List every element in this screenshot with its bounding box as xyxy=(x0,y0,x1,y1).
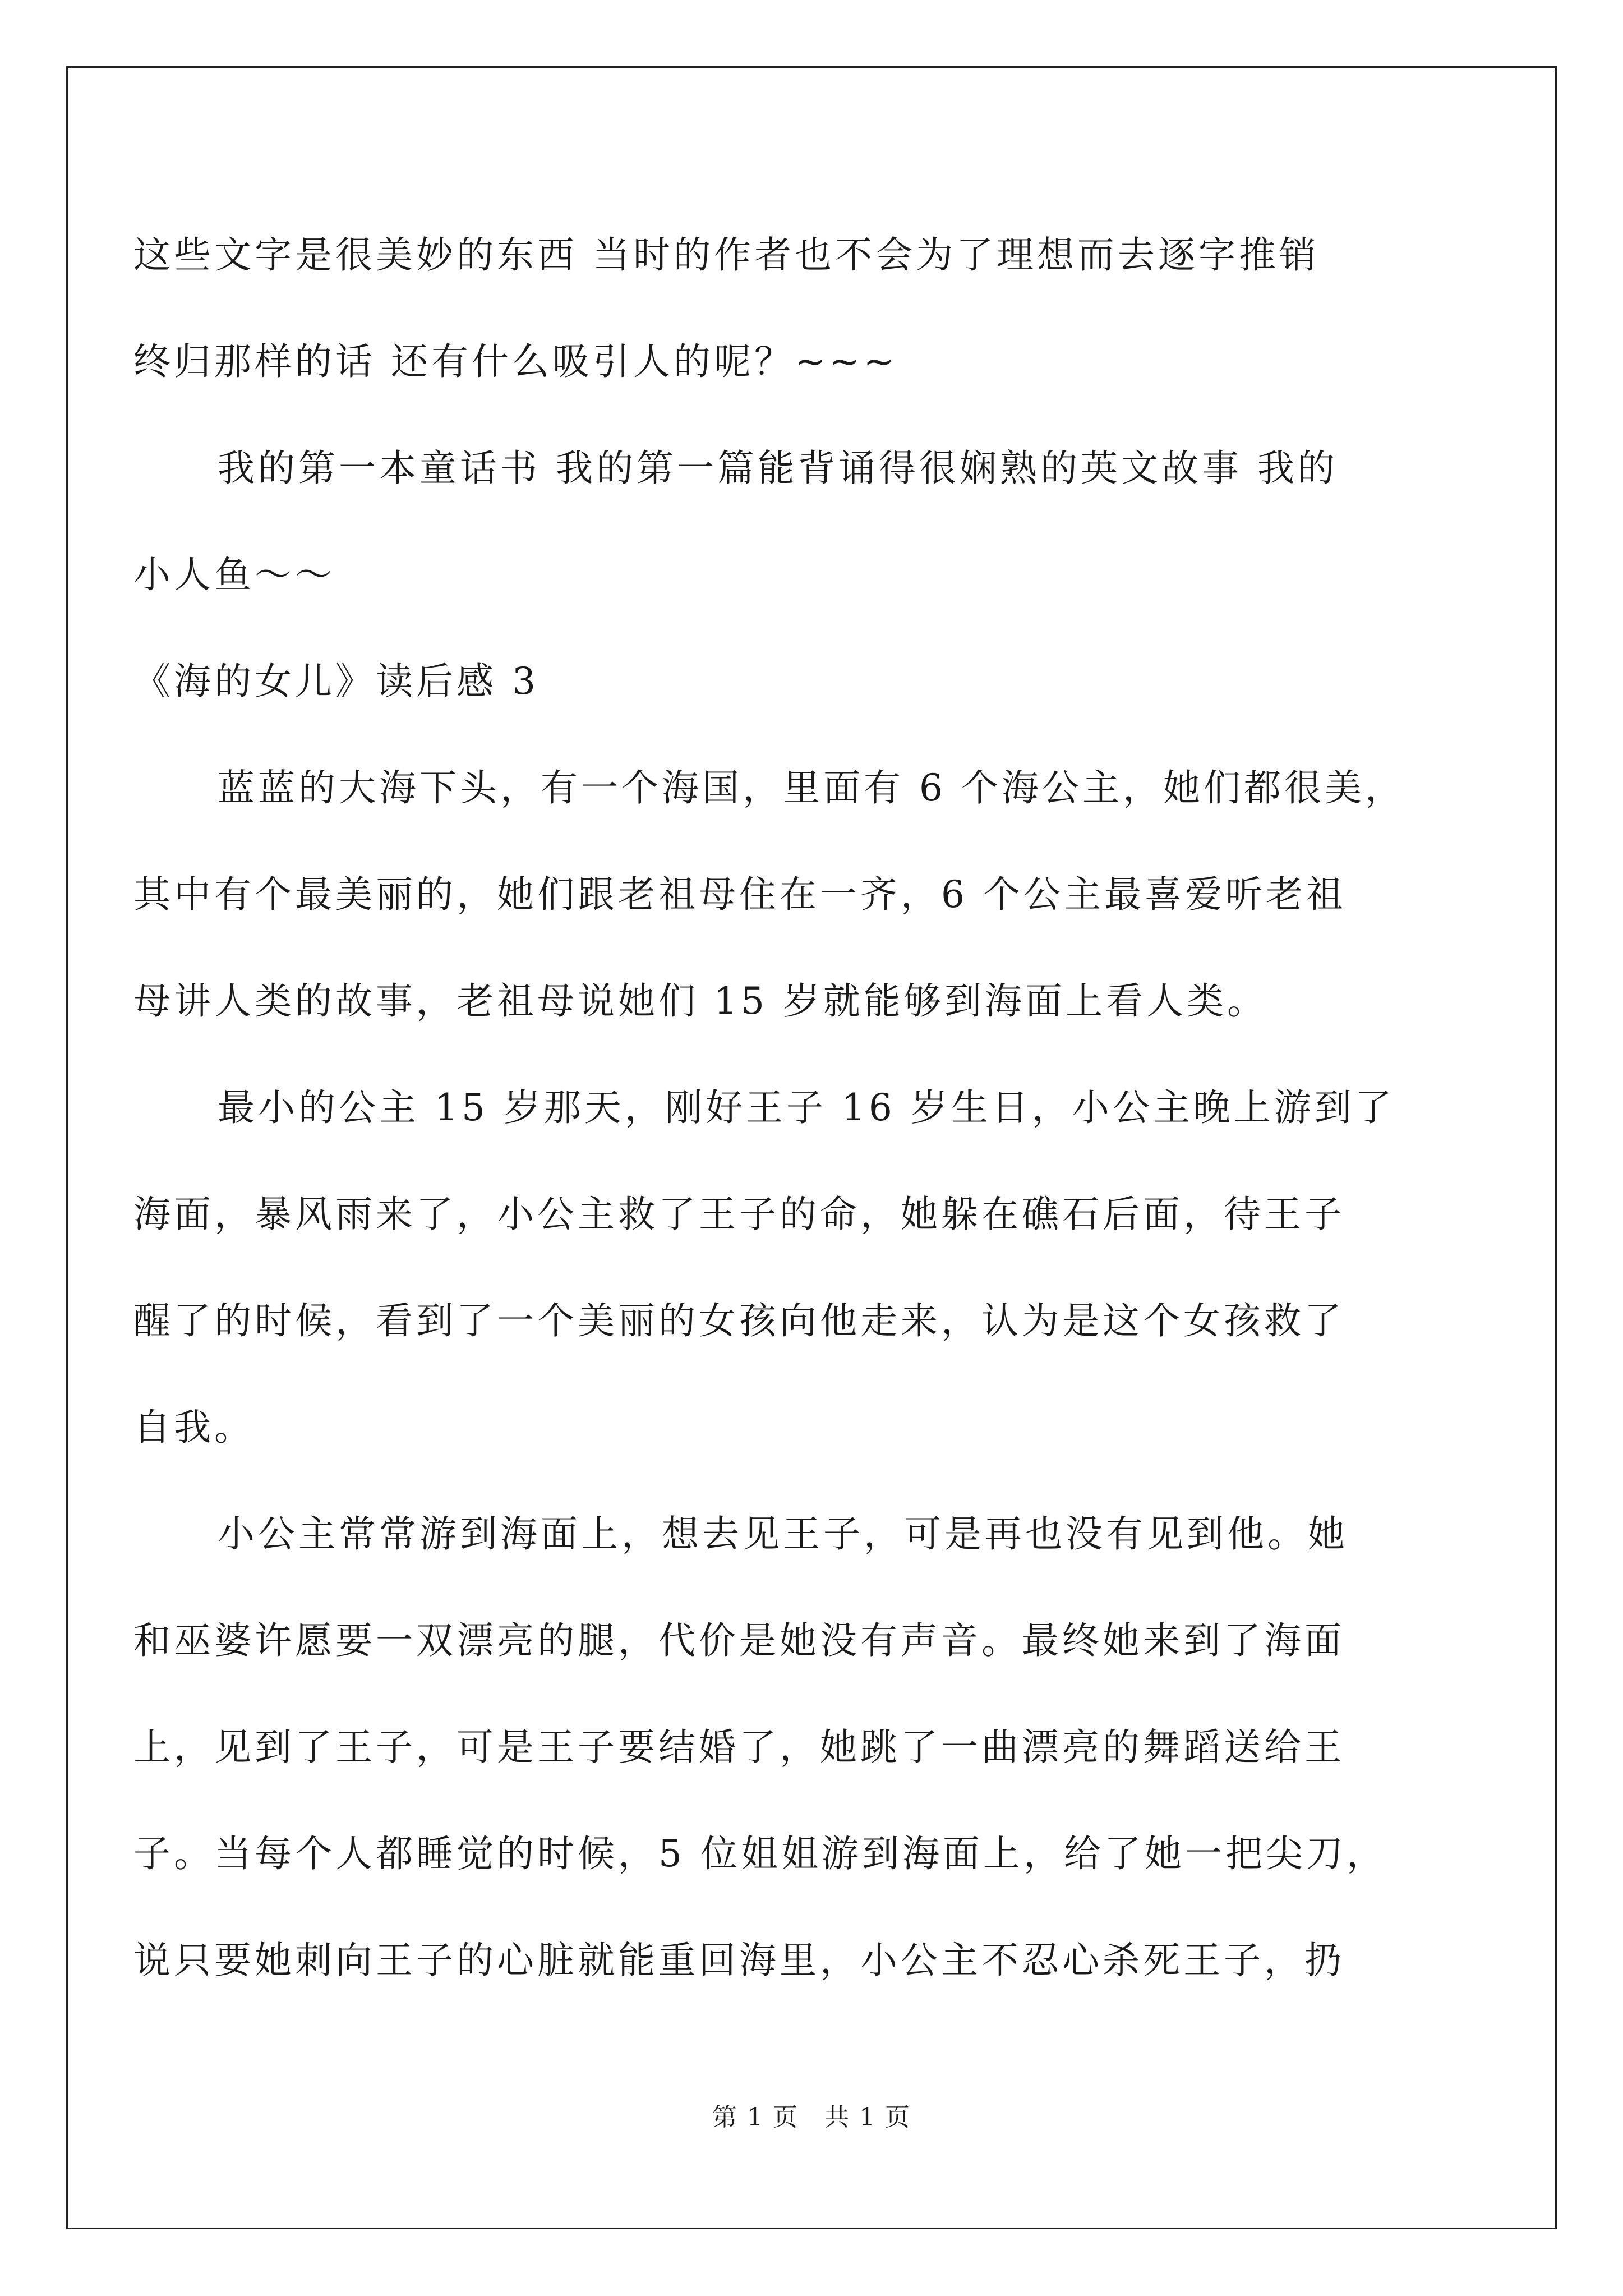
text-line: 这些文字是很美妙的东西 当时的作者也不会为了理想而去逐字推销 xyxy=(133,233,1320,277)
page-number-footer: 第 1 页 共 1 页 xyxy=(712,2103,911,2132)
text-line: 母讲人类的故事，老祖母说她们 15 岁就能够到海面上看人类。 xyxy=(133,979,1267,1023)
paragraph-start-line: 小公主常常游到海面上，想去见王子，可是再也没有见到他。她 xyxy=(218,1512,1348,1556)
text-line: 海面，暴风雨来了，小公主救了王子的命，她躲在礁石后面，待王子 xyxy=(133,1193,1345,1236)
document-body xyxy=(133,202,1490,2014)
text-line: 小人鱼～～ xyxy=(133,553,335,596)
text-line: 子。当每个人都睡觉的时候，5 位姐姐游到海面上，给了她一把尖刀， xyxy=(133,1832,1387,1875)
paragraph-start-line: 我的第一本童话书 我的第一篇能背诵得很娴熟的英文故事 我的 xyxy=(218,447,1338,490)
paragraph-start-line: 最小的公主 15 岁那天，刚好王子 16 岁生日，小公主晚上游到了 xyxy=(218,1086,1395,1129)
text-line: 和巫婆许愿要一双漂亮的腿，代价是她没有声音。最终她来到了海面 xyxy=(133,1619,1345,1662)
paragraph-start-line: 蓝蓝的大海下头，有一个海国，里面有 6 个海公主，她们都很美， xyxy=(218,766,1405,809)
text-line: 上，见到了王子，可是王子要结婚了，她跳了一曲漂亮的舞蹈送给王 xyxy=(133,1726,1345,1769)
text-line: 其中有个最美丽的，她们跟老祖母住在一齐，6 个公主最喜爱听老祖 xyxy=(133,873,1347,916)
text-line: 醒了的时候，看到了一个美丽的女孩向他走来，认为是这个女孩救了 xyxy=(133,1299,1345,1342)
text-line: 自我。 xyxy=(133,1406,255,1449)
text-line: 说只要她刺向王子的心脏就能重回海里，小公主不忍心杀死王子，扔 xyxy=(133,1939,1345,1982)
section-heading: 《海的女儿》读后感 3 xyxy=(133,660,539,703)
text-line: 终归那样的话 还有什么吸引人的呢？~~~ xyxy=(133,340,898,383)
